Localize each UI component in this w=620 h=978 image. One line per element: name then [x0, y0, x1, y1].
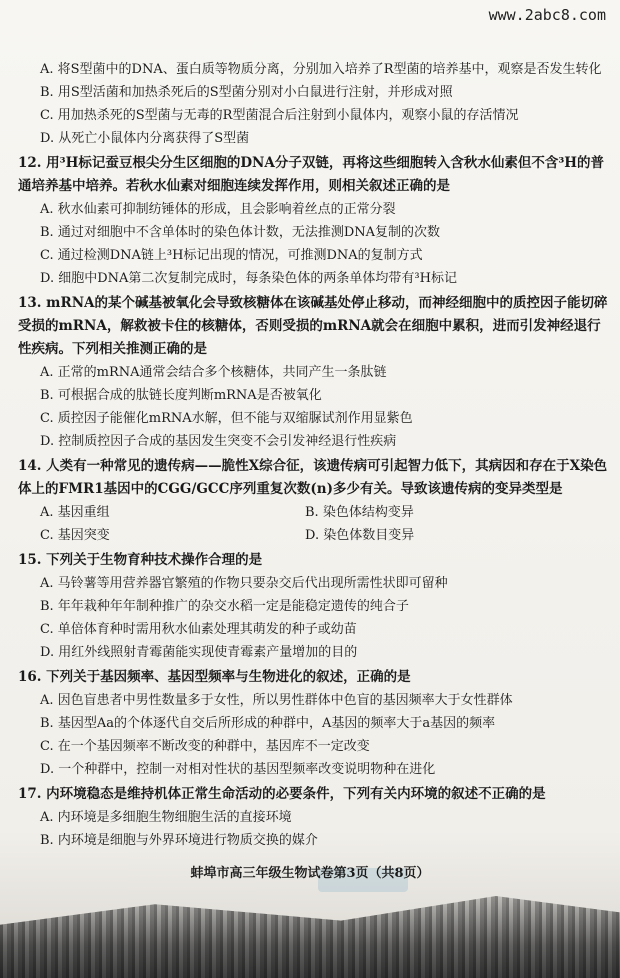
option-d: D. 细胞中DNA第二次复制完成时，每条染色体的两条单体均带有³H标记	[40, 271, 457, 286]
option-d: D. 一个种群中，控制一对相对性状的基因型频率改变说明物种在进化	[40, 762, 436, 777]
option-b: B. 染色体结构变异	[305, 505, 414, 520]
question-15	[18, 549, 608, 664]
previous-question-options	[18, 58, 608, 150]
option-a: A. 基因重组	[40, 505, 110, 520]
option-a: A. 内环境是多细胞生物细胞生活的直接环境	[40, 810, 292, 825]
option-d: D. 控制质控因子合成的基因发生突变不会引发神经退行性疾病	[40, 434, 397, 449]
option-a: A. 将S型菌中的DNA、蛋白质等物质分离，分别加入培养了R型菌的培养基中，观察是否发生转化	[40, 62, 602, 77]
page-content	[18, 58, 608, 854]
option-c: C. 基因突变	[40, 528, 110, 543]
option-d: D. 用红外线照射青霉菌能实现使青霉素产量增加的目的	[40, 645, 358, 660]
option-b: B. 基因型Aa的个体逐代自交后所形成的种群中，A基因的频率大于a基因的频率	[40, 716, 496, 731]
option-c: C. 单倍体育种时需用秋水仙素处理其萌发的种子或幼苗	[40, 622, 357, 637]
watermark-url: www.2abc8.com	[488, 6, 606, 24]
option-b: B. 可根据合成的肽链长度判断mRNA是否被氧化	[40, 388, 322, 403]
question-stem: 15. 下列关于生物育种技术操作合理的是	[18, 552, 263, 568]
question-14	[18, 455, 608, 547]
option-a: A. 因色盲患者中男性数量多于女性，所以男性群体中色盲的基因频率大于女性群体	[40, 693, 513, 708]
option-c: C. 通过检测DNA链上³H标记出现的情况，可推测DNA的复制方式	[40, 248, 423, 263]
question-stem: 12. 用³H标记蚕豆根尖分生区细胞的DNA分子双链，再将这些细胞转入含秋水仙素但不含³H的普通培养基中培养。若秋水仙素对细胞连续发挥作用，则相关叙述正确的是	[18, 155, 605, 194]
question-16	[18, 666, 608, 781]
page-footer: 蚌埠市高三年级生物试卷第3页（共8页）	[190, 866, 430, 881]
question-12	[18, 152, 608, 290]
option-b: B. 年年栽种年年制种推广的杂交水稻一定是能稳定遗传的纯合子	[40, 599, 409, 614]
option-c: C. 用加热杀死的S型菌与无毒的R型菌混合后注射到小鼠体内，观察小鼠的存活情况	[40, 108, 519, 123]
option-c: C. 质控因子能催化mRNA水解，但不能与双缩脲试剂作用显紫色	[40, 411, 413, 426]
options-row-1	[18, 501, 608, 524]
option-a: A. 正常的mRNA通常会结合多个核糖体，共同产生一条肽链	[40, 365, 387, 380]
question-stem: 17. 内环境稳态是维持机体正常生命活动的必要条件，下列有关内环境的叙述不正确的是	[18, 786, 546, 802]
option-c: C. 在一个基因频率不断改变的种群中，基因库不一定改变	[40, 739, 370, 754]
question-17	[18, 783, 608, 852]
question-13	[18, 292, 608, 453]
option-b: B. 内环境是细胞与外界环境进行物质交换的媒介	[40, 833, 318, 848]
question-stem: 14. 人类有一种常见的遗传病——脆性X综合征，该遗传病可引起智力低下，其病因和存在于X染色体上的FMR1基因中的CGG/GCC序列重复次数(n)多少有关。导致该遗传病的变异类型是	[18, 458, 608, 497]
option-a: A. 马铃薯等用营养器官繁殖的作物只要杂交后代出现所需性状即可留种	[40, 576, 448, 591]
option-d: D. 染色体数目变异	[305, 528, 415, 543]
option-b: B. 用S型活菌和加热杀死后的S型菌分别对小白鼠进行注射，并形成对照	[40, 85, 453, 100]
option-a: A. 秋水仙素可抑制纺锤体的形成，且会影响着丝点的正常分裂	[40, 202, 396, 217]
options-row-2	[18, 524, 608, 547]
question-stem: 13. mRNA的某个碱基被氧化会导致核糖体在该碱基处停止移动，而神经细胞中的质控因子能切碎受损的mRNA，解救被卡住的核糖体，否则受损的mRNA就会在细胞中累积，进而引发神经退行性疾病。下列相关推测正确的是	[18, 295, 608, 357]
option-d: D. 从死亡小鼠体内分离获得了S型菌	[40, 131, 250, 146]
scanner-edge-artifact	[0, 896, 620, 978]
option-b: B. 通过对细胞中不含单体时的染色体计数，无法推测DNA复制的次数	[40, 225, 441, 240]
question-stem: 16. 下列关于基因频率、基因型频率与生物进化的叙述，正确的是	[18, 669, 411, 685]
